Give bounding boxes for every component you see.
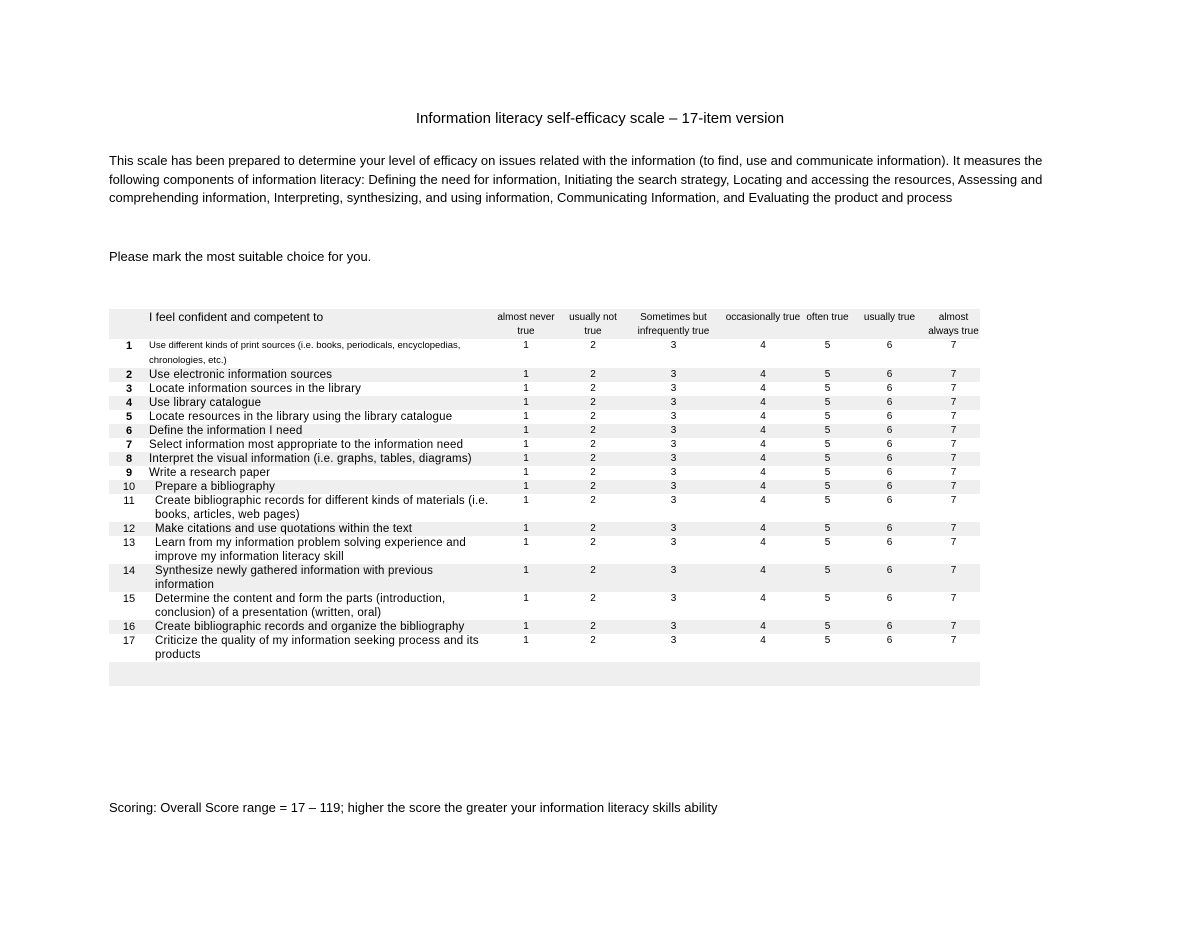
- item-number: 5: [125, 411, 133, 423]
- scoring-note: Scoring: Overall Score range = 17 – 119; higher the score the greater your information literacy skills ability: [109, 800, 718, 815]
- table-row: [109, 368, 980, 382]
- rating-option[interactable]: 4: [760, 369, 766, 380]
- table-row: [109, 424, 980, 438]
- table-row: [109, 410, 980, 424]
- rating-option[interactable]: 5: [824, 495, 831, 506]
- rating-option[interactable]: 1: [523, 523, 529, 534]
- rating-option[interactable]: 7: [950, 340, 957, 351]
- scale-header: often true: [806, 312, 849, 323]
- table-row: [109, 592, 980, 620]
- item-number: 11: [123, 495, 135, 507]
- table-row: [109, 339, 980, 368]
- rating-option[interactable]: 4: [760, 383, 766, 394]
- rating-option[interactable]: 4: [760, 439, 766, 450]
- rating-option[interactable]: 6: [886, 453, 893, 464]
- item-statement: Prepare a bibliography: [155, 481, 276, 493]
- item-number: 13: [122, 537, 136, 549]
- table-row: [109, 452, 980, 466]
- rating-option[interactable]: 7: [950, 523, 957, 534]
- table-row: [109, 438, 980, 452]
- rating-option[interactable]: 5: [824, 593, 831, 604]
- item-number: 10: [122, 481, 136, 493]
- item-statement: Learn from my information problem solving experience and improve my information literacy skill: [155, 537, 466, 563]
- rating-option[interactable]: 2: [590, 537, 596, 548]
- rating-option[interactable]: 4: [760, 397, 766, 408]
- rating-option[interactable]: 5: [824, 340, 831, 351]
- rating-option[interactable]: 5: [824, 369, 831, 380]
- item-statement: Write a research paper: [149, 467, 271, 479]
- item-statement: Locate information sources in the library: [149, 383, 362, 395]
- rating-option[interactable]: 6: [886, 481, 893, 492]
- item-number: 17: [122, 635, 136, 647]
- rating-option[interactable]: 4: [760, 635, 766, 646]
- rating-option[interactable]: 1: [523, 383, 529, 394]
- intro-paragraph: This scale has been prepared to determine your level of efficacy on issues related with the information (to find, use and communicate information). It measures the following components of information literacy: Defining the need for information, Initiating the search strategy, Locating and accessing the resources, Assessing and comprehending information, Interpreting, synthesizing, and using information, Communicating Information, and Evaluating the product and process: [109, 153, 1043, 205]
- rating-option[interactable]: 3: [670, 397, 677, 408]
- rating-option[interactable]: 3: [670, 340, 677, 351]
- rating-option[interactable]: 3: [670, 425, 677, 436]
- rating-option[interactable]: 1: [523, 481, 529, 492]
- rating-option[interactable]: 3: [670, 369, 677, 380]
- rating-option[interactable]: 7: [950, 467, 957, 478]
- table-footer-band: [109, 662, 980, 686]
- rating-option[interactable]: 2: [590, 621, 596, 632]
- rating-option[interactable]: 2: [590, 340, 596, 351]
- rating-option[interactable]: 6: [886, 621, 893, 632]
- rating-option[interactable]: 2: [590, 439, 596, 450]
- number-column-header: [109, 309, 149, 339]
- rating-option[interactable]: 6: [886, 523, 893, 534]
- rating-option[interactable]: 5: [824, 523, 831, 534]
- item-statement: Determine the content and form the parts (introduction, conclusion) of a presentation (written, oral): [155, 593, 446, 619]
- rating-option[interactable]: 7: [950, 495, 957, 506]
- rating-option[interactable]: 3: [670, 523, 677, 534]
- table-row: [109, 564, 980, 592]
- rating-option[interactable]: 4: [760, 523, 766, 534]
- rating-option[interactable]: 4: [760, 453, 766, 464]
- rating-option[interactable]: 7: [950, 397, 957, 408]
- survey-table: [109, 309, 980, 686]
- rating-option[interactable]: 7: [950, 439, 957, 450]
- rating-option[interactable]: 5: [824, 425, 831, 436]
- rating-option[interactable]: 1: [523, 537, 529, 548]
- rating-option[interactable]: 1: [523, 565, 529, 576]
- rating-option[interactable]: 3: [670, 537, 677, 548]
- table-row: [109, 396, 980, 410]
- table-row: [109, 634, 980, 662]
- rating-option[interactable]: 7: [950, 593, 957, 604]
- item-number: 16: [122, 621, 136, 633]
- rating-option[interactable]: 5: [824, 467, 831, 478]
- rating-option[interactable]: 5: [824, 621, 831, 632]
- item-statement: Make citations and use quotations within the text: [155, 523, 413, 535]
- rating-option[interactable]: 2: [590, 453, 596, 464]
- table-header-row: [109, 309, 980, 339]
- rating-option[interactable]: 6: [886, 439, 893, 450]
- rating-option[interactable]: 2: [590, 467, 596, 478]
- rating-option[interactable]: 3: [670, 565, 677, 576]
- rating-option[interactable]: 1: [523, 593, 529, 604]
- rating-option[interactable]: 7: [950, 383, 957, 394]
- rating-option[interactable]: 7: [950, 425, 957, 436]
- rating-option[interactable]: 5: [824, 411, 831, 422]
- rating-option[interactable]: 6: [886, 495, 893, 506]
- rating-option[interactable]: 4: [760, 495, 766, 506]
- rating-option[interactable]: 6: [886, 537, 893, 548]
- rating-option[interactable]: 4: [760, 411, 766, 422]
- rating-option[interactable]: 1: [523, 439, 529, 450]
- footer-band-cell: [109, 662, 980, 686]
- item-number: 3: [125, 383, 133, 395]
- rating-option[interactable]: 1: [523, 397, 529, 408]
- stem-header: I feel confident and competent to: [149, 310, 324, 324]
- rating-option[interactable]: 3: [670, 439, 677, 450]
- rating-option[interactable]: 6: [886, 369, 893, 380]
- rating-option[interactable]: 4: [760, 537, 766, 548]
- item-number: 2: [125, 369, 133, 381]
- rating-option[interactable]: 2: [590, 411, 596, 422]
- rating-option[interactable]: 3: [670, 453, 677, 464]
- rating-option[interactable]: 6: [886, 397, 893, 408]
- scale-header: almost always true: [928, 312, 979, 337]
- rating-option[interactable]: 5: [824, 635, 831, 646]
- item-number: 6: [125, 425, 133, 437]
- item-number: 1: [125, 340, 133, 352]
- rating-option[interactable]: 3: [670, 383, 677, 394]
- rating-option[interactable]: 4: [760, 593, 766, 604]
- rating-option[interactable]: 5: [824, 397, 831, 408]
- rating-option[interactable]: 4: [760, 467, 766, 478]
- rating-option[interactable]: 2: [590, 383, 596, 394]
- table-row: [109, 382, 980, 396]
- scale-header: usually true: [863, 312, 916, 323]
- rating-option[interactable]: 2: [590, 523, 596, 534]
- page-title: Information literacy self-efficacy scale – 17-item version: [415, 110, 785, 127]
- item-number: 12: [122, 523, 136, 535]
- rating-option[interactable]: 3: [670, 635, 677, 646]
- item-statement: Create bibliographic records for different kinds of materials (i.e. books, articles, web pages): [155, 495, 489, 521]
- rating-option[interactable]: 5: [824, 383, 831, 394]
- rating-option[interactable]: 6: [886, 565, 893, 576]
- rating-option[interactable]: 3: [670, 481, 677, 492]
- rating-option[interactable]: 5: [824, 537, 831, 548]
- rating-option[interactable]: 4: [760, 340, 766, 351]
- rating-option[interactable]: 3: [670, 467, 677, 478]
- rating-option[interactable]: 7: [950, 453, 957, 464]
- rating-option[interactable]: 4: [760, 425, 766, 436]
- scale-header: usually not true: [569, 312, 617, 337]
- rating-option[interactable]: 1: [523, 453, 529, 464]
- rating-option[interactable]: 6: [886, 593, 893, 604]
- rating-option[interactable]: 3: [670, 411, 677, 422]
- rating-option[interactable]: 2: [590, 481, 596, 492]
- scale-header: Sometimes but infrequently true: [637, 312, 710, 337]
- rating-option[interactable]: 3: [670, 621, 677, 632]
- item-statement: Create bibliographic records and organize the bibliography: [155, 621, 465, 633]
- rating-option[interactable]: 7: [950, 411, 957, 422]
- rating-option[interactable]: 2: [590, 635, 596, 646]
- rating-option[interactable]: 6: [886, 425, 893, 436]
- item-statement: Define the information I need: [149, 425, 303, 437]
- rating-option[interactable]: 2: [590, 495, 596, 506]
- rating-option[interactable]: 1: [523, 495, 529, 506]
- rating-option[interactable]: 4: [760, 621, 766, 632]
- rating-option[interactable]: 5: [824, 439, 831, 450]
- rating-option[interactable]: 2: [590, 369, 596, 380]
- item-statement: Locate resources in the library using the library catalogue: [149, 411, 453, 423]
- item-number: 15: [122, 593, 136, 605]
- rating-option[interactable]: 7: [950, 621, 957, 632]
- item-statement: Use electronic information sources: [149, 369, 333, 381]
- rating-option[interactable]: 1: [523, 340, 529, 351]
- table-row: [109, 480, 980, 494]
- rating-option[interactable]: 5: [824, 481, 831, 492]
- item-number: 14: [122, 565, 136, 577]
- rating-option[interactable]: 1: [523, 621, 529, 632]
- rating-option[interactable]: 7: [950, 481, 957, 492]
- item-statement: Synthesize newly gathered information with previous information: [155, 565, 434, 591]
- rating-option[interactable]: 2: [590, 565, 596, 576]
- item-number: 4: [125, 397, 133, 409]
- rating-option[interactable]: 7: [950, 635, 957, 646]
- rating-option[interactable]: 6: [886, 340, 893, 351]
- rating-option[interactable]: 7: [950, 369, 957, 380]
- scale-header: almost never true: [497, 312, 555, 337]
- rating-option[interactable]: 4: [760, 565, 766, 576]
- rating-option[interactable]: 6: [886, 383, 893, 394]
- item-statement: Use different kinds of print sources (i.e. books, periodicals, encyclopedias, chronologies, etc.): [149, 340, 461, 366]
- rating-option[interactable]: 7: [950, 565, 957, 576]
- rating-option[interactable]: 6: [886, 635, 893, 646]
- rating-option[interactable]: 2: [590, 397, 596, 408]
- table-row: [109, 466, 980, 480]
- rating-option[interactable]: 1: [523, 369, 529, 380]
- survey-body: [109, 339, 980, 686]
- rating-option[interactable]: 1: [523, 411, 529, 422]
- item-statement: Interpret the visual information (i.e. graphs, tables, diagrams): [149, 453, 472, 465]
- rating-option[interactable]: 1: [523, 635, 529, 646]
- table-row: [109, 536, 980, 564]
- item-number: 7: [125, 439, 133, 451]
- instruction-text: Please mark the most suitable choice for you.: [109, 249, 372, 264]
- item-number: 8: [125, 453, 133, 465]
- rating-option[interactable]: 2: [590, 425, 596, 436]
- rating-option[interactable]: 6: [886, 467, 893, 478]
- rating-option[interactable]: 3: [670, 495, 677, 506]
- rating-option[interactable]: 7: [950, 537, 957, 548]
- rating-option[interactable]: 6: [886, 411, 893, 422]
- rating-option[interactable]: 2: [590, 593, 596, 604]
- scale-header: occasionally true: [725, 312, 801, 323]
- rating-option[interactable]: 4: [760, 481, 766, 492]
- item-statement: Select information most appropriate to the information need: [149, 439, 464, 451]
- item-number: 9: [125, 467, 133, 479]
- rating-option[interactable]: 5: [824, 453, 831, 464]
- rating-option[interactable]: 5: [824, 565, 831, 576]
- table-row: [109, 522, 980, 536]
- rating-option[interactable]: 3: [670, 593, 677, 604]
- table-row: [109, 620, 980, 634]
- table-row: [109, 494, 980, 522]
- item-statement: Use library catalogue: [149, 397, 262, 409]
- rating-option[interactable]: 1: [523, 425, 529, 436]
- rating-option[interactable]: 1: [523, 467, 529, 478]
- item-statement: Criticize the quality of my information seeking process and its products: [155, 635, 479, 661]
